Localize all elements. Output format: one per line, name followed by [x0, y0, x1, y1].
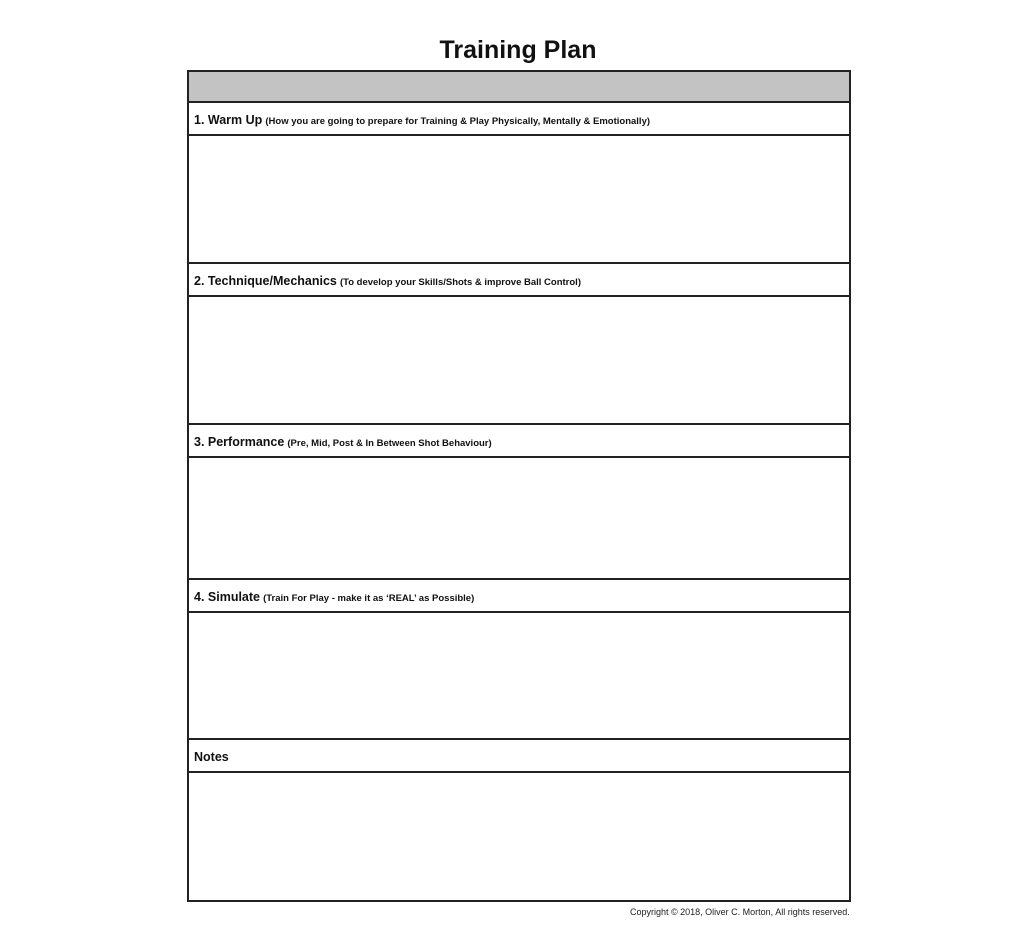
section-subheading: (To develop your Skills/Shots & improve Ball Control)	[339, 277, 581, 288]
section-heading: 2. Technique/Mechanics	[194, 274, 337, 288]
section-header-warm-up	[187, 103, 851, 136]
section-header-performance	[187, 425, 851, 458]
section-body-performance[interactable]	[187, 458, 851, 580]
section-subheading: (Pre, Mid, Post & In Between Shot Behaviour)	[287, 438, 492, 449]
section-header-notes	[187, 740, 851, 773]
section-body-simulate[interactable]	[187, 613, 851, 740]
section-heading: 4. Simulate	[194, 590, 260, 604]
section-heading: 3. Performance	[194, 435, 285, 449]
section-subheading: (Train For Play - make it as ‘REAL’ as Possible)	[263, 593, 475, 604]
copyright-notice: Copyright © 2018, Oliver C. Morton, All rights reserved.	[630, 907, 850, 917]
section-header-technique	[187, 264, 851, 297]
section-body-technique[interactable]	[187, 297, 851, 425]
section-heading: Notes	[194, 750, 229, 764]
section-body-warm-up[interactable]	[187, 136, 851, 264]
section-header-simulate	[187, 580, 851, 613]
header-bar	[187, 70, 851, 103]
section-subheading: (How you are going to prepare for Training & Play Physically, Mentally & Emotionally)	[265, 116, 651, 127]
section-heading: 1. Warm Up	[194, 113, 263, 127]
page-title: Training Plan	[439, 36, 597, 64]
section-body-notes[interactable]	[187, 773, 851, 902]
